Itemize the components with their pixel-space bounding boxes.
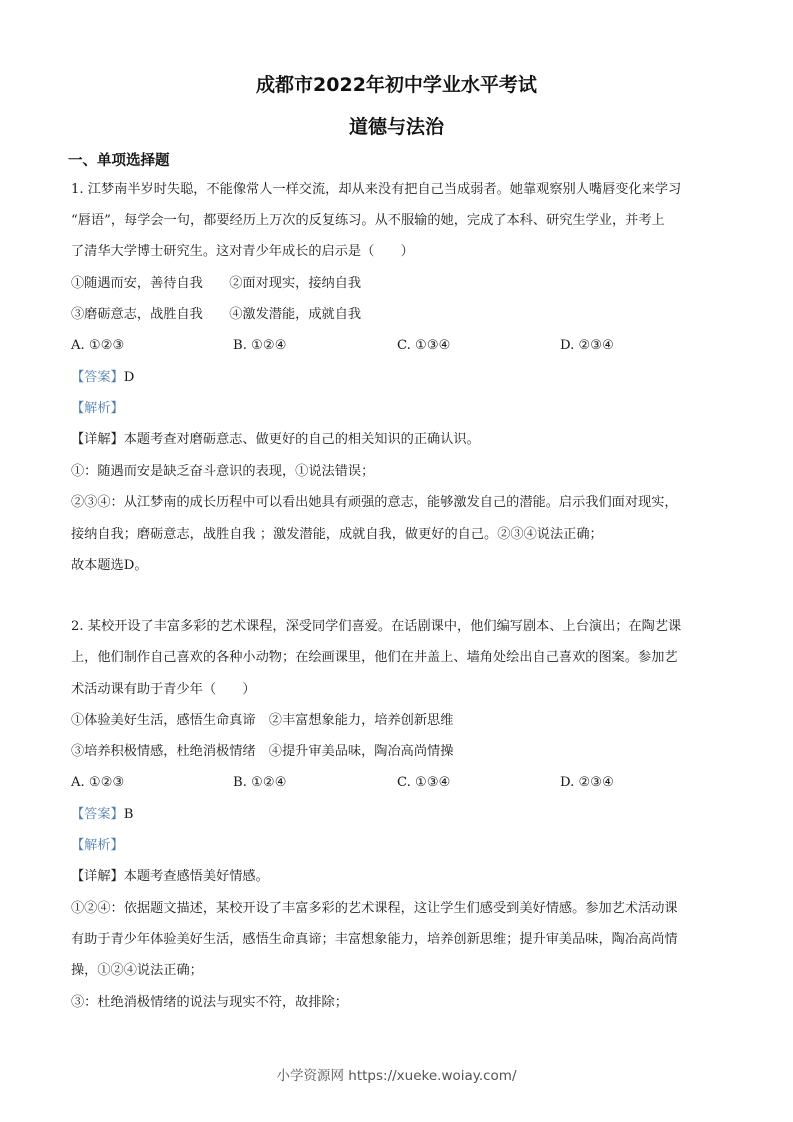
detail-line: 故本题选D。 [71, 558, 148, 573]
answer-line [71, 369, 134, 387]
option-a: A. ①②③ [71, 775, 125, 790]
answer-line [71, 806, 133, 824]
detail-line: 接纳自我；磨砺意志，战胜自我 ；激发潜能，成就自我，做更好的自己。②③④说法正确； [71, 527, 603, 542]
detail-text: 本题考查对磨砺意志、做更好的自己的相关知识的正确认识。 [123, 432, 480, 447]
detail-text: 本题考查感悟美好情感。 [123, 869, 269, 884]
statement-line: ③培养积极情感，杜绝消极情绪 ④提升审美品味，陶冶高尚情操 [71, 744, 454, 759]
statement-line: ①随遇而安，善待自我 ②面对现实，接纳自我 [71, 276, 362, 291]
question-stem-line: 1. 江梦南半岁时失聪，不能像常人一样交流，却从来没有把自己当成弱者。她靠观察别人嘴唇变化来学习 [71, 182, 682, 197]
detail-line: ②③④：从江梦南的成长历程中可以看出她具有顽强的意志，能够激发自己的潜能。启示我们面对现实， [71, 495, 678, 510]
option-b: B. ①②④ [233, 775, 287, 790]
option-c: C. ①③④ [397, 775, 451, 790]
document-subtitle: 道德与法治 [348, 116, 444, 138]
analysis-label: 【解析】 [71, 838, 124, 853]
answer-label: 【答案】 [71, 807, 124, 822]
question-stem-line: 2. 某校开设了丰富多彩的艺术课程，深受同学们喜爱。在话剧课中，他们编写剧本、上台演出；在陶艺课 [71, 619, 682, 634]
analysis-label: 【解析】 [71, 401, 124, 416]
question-stem-line: 术活动课有助于青少年（ ） [71, 682, 256, 697]
question-stem-line: “唇语”，每学会一句，都要经历上万次的反复练习。从不服输的她，完成了本科、研究生学业，并考上 [71, 213, 665, 228]
question-stem-line: 了清华大学博士研究生。这对青少年成长的启示是（ ） [71, 244, 414, 259]
document-title: 成都市2022年初中学业水平考试 [256, 74, 537, 96]
question-stem-line: 上，他们制作自己喜欢的各种小动物；在绘画课里，他们在井盖上、墙角处绘出自己喜欢的图案。参加艺 [71, 650, 678, 665]
statement-line: ①体验美好生活，感悟生命真谛 ②丰富想象能力，培养创新思维 [71, 713, 454, 728]
section-heading: 一、单项选择题 [68, 153, 170, 169]
answer-value: D [123, 370, 135, 385]
detail-line: 操，①②④说法正确； [71, 963, 203, 978]
answer-label: 【答案】 [71, 370, 124, 385]
detail-line: ①②④：依据题文描述，某校开设了丰富多彩的艺术课程，这让学生们感受到美好情感。参加艺术活动课 [71, 901, 678, 916]
detail-line [71, 431, 480, 449]
option-b: B. ①②④ [233, 338, 287, 353]
statement-line: ③磨砺意志，战胜自我 ④激发潜能，成就自我 [71, 307, 362, 322]
detail-label: 【详解】 [71, 432, 124, 447]
option-a: A. ①②③ [71, 338, 125, 353]
footer-watermark: 小学资源网 https://xueke.woiay.com/ [276, 1068, 517, 1084]
option-d: D. ②③④ [560, 338, 614, 353]
answer-value: B [123, 807, 134, 822]
option-d: D. ②③④ [560, 775, 614, 790]
detail-line: ③：杜绝消极情绪的说法与现实不符，故排除； [71, 995, 348, 1010]
detail-line: 有助于青少年体验美好生活，感悟生命真谛；丰富想象能力，培养创新思维；提升审美品味，陶冶高尚情 [71, 932, 678, 947]
detail-line: ①：随遇而安是缺乏奋斗意识的表现，①说法错误； [71, 464, 375, 479]
detail-line [71, 868, 269, 886]
detail-label: 【详解】 [71, 869, 124, 884]
option-c: C. ①③④ [397, 338, 451, 353]
